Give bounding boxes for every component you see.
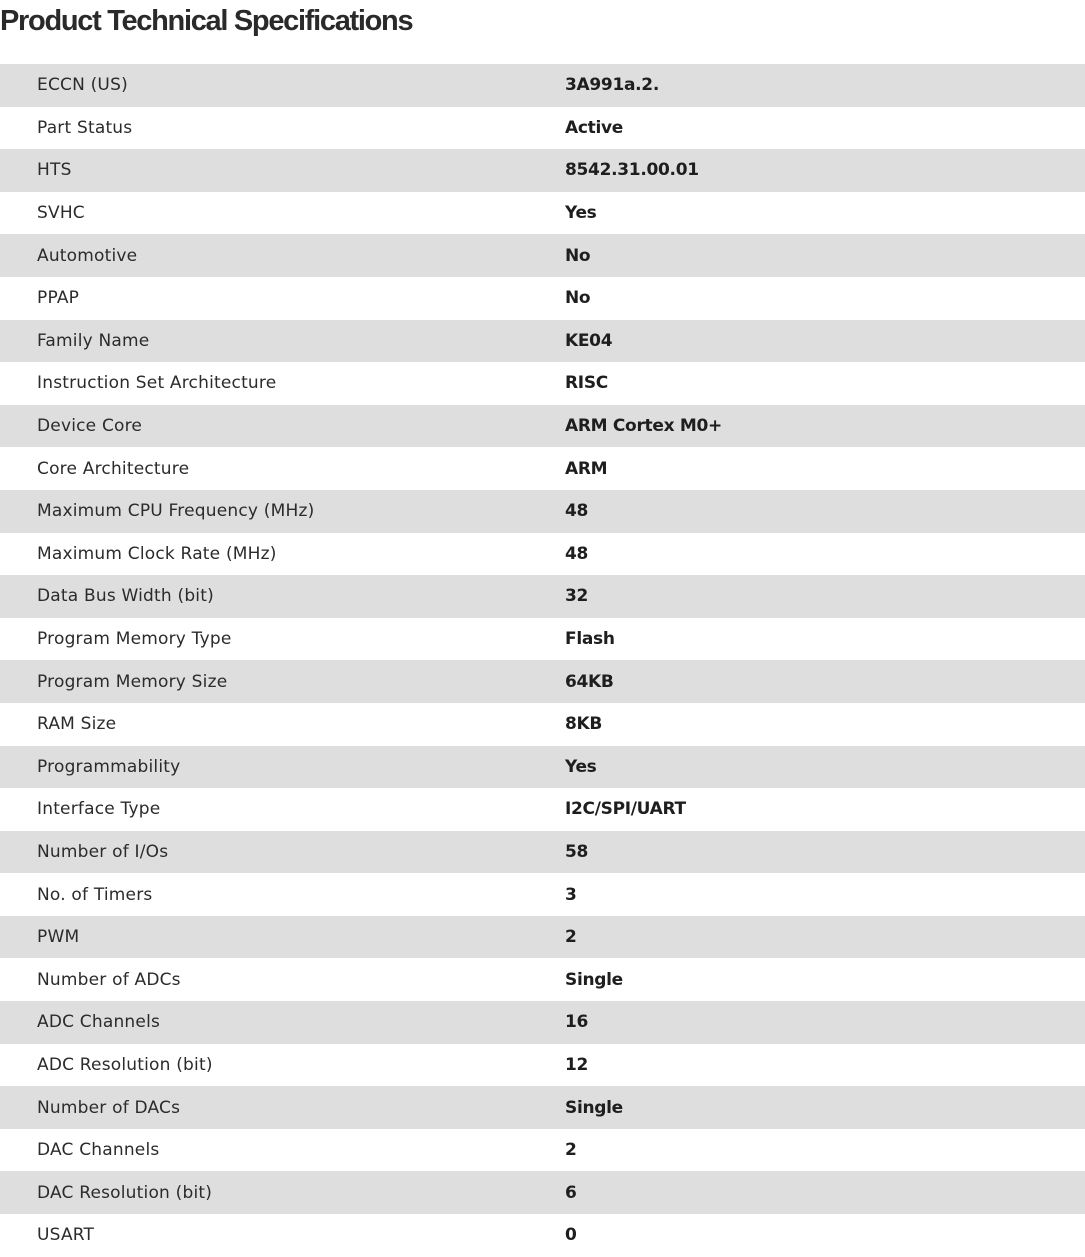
spec-value: 48 [565,501,589,522]
spec-value: KE04 [565,330,613,351]
spec-label: Maximum CPU Frequency (MHz) [37,501,315,522]
spec-value: No [565,288,591,309]
spec-value: Yes [565,203,597,224]
page-title: Product Technical Specifications [0,5,413,37]
spec-label: ADC Channels [37,1012,161,1033]
spec-value: 3A991a.2. [565,75,659,96]
spec-value: 0 [565,1225,577,1246]
spec-label: USART [37,1225,95,1246]
spec-value: Single [565,1097,623,1118]
spec-label: Program Memory Size [37,671,228,692]
spec-label: No. of Timers [37,884,153,905]
spec-row [0,1086,1085,1129]
spec-label: HTS [37,160,72,181]
spec-row [0,405,1085,448]
spec-value: 32 [565,586,589,607]
spec-row [0,234,1085,277]
spec-label: DAC Resolution (bit) [37,1182,213,1203]
spec-label: Data Bus Width (bit) [37,586,214,607]
spec-row [0,320,1085,363]
spec-label: Part Status [37,117,133,138]
spec-value: No [565,245,591,266]
spec-row [0,746,1085,789]
spec-value: 64KB [565,671,614,692]
spec-value: Single [565,969,623,990]
spec-value: 2 [565,927,577,948]
spec-row [0,149,1085,192]
spec-row [0,1129,1085,1172]
spec-row [0,660,1085,703]
spec-label: Device Core [37,416,143,437]
spec-row [0,192,1085,235]
spec-row [0,1044,1085,1087]
spec-row [0,703,1085,746]
spec-value: 58 [565,841,589,862]
spec-value: Flash [565,629,615,650]
spec-value: ARM Cortex M0+ [565,416,722,437]
spec-label: Number of ADCs [37,969,181,990]
spec-label: Program Memory Type [37,629,232,650]
spec-value: Active [565,117,623,138]
spec-label: Family Name [37,330,150,351]
spec-row [0,916,1085,959]
spec-value: 3 [565,884,577,905]
spec-label: Number of DACs [37,1097,181,1118]
spec-row [0,575,1085,618]
spec-row [0,533,1085,576]
spec-label: DAC Channels [37,1140,160,1161]
spec-label: Maximum Clock Rate (MHz) [37,543,277,564]
spec-value: 16 [565,1012,589,1033]
spec-label: PPAP [37,288,80,309]
spec-label: ECCN (US) [37,75,128,96]
spec-row [0,277,1085,320]
spec-label: Number of I/Os [37,841,169,862]
spec-value: 8542.31.00.01 [565,160,699,181]
spec-table [0,64,1085,1257]
spec-row [0,958,1085,1001]
spec-label: Interface Type [37,799,161,820]
spec-row [0,873,1085,916]
spec-value: 2 [565,1140,577,1161]
spec-row [0,1001,1085,1044]
spec-row [0,362,1085,405]
spec-label: Core Architecture [37,458,190,479]
spec-value: 6 [565,1182,577,1203]
spec-value: ARM [565,458,608,479]
spec-row [0,1214,1085,1257]
spec-row [0,831,1085,874]
spec-row [0,1171,1085,1214]
spec-row [0,618,1085,661]
spec-label: Automotive [37,245,138,266]
spec-row [0,490,1085,533]
spec-value: RISC [565,373,608,394]
spec-value: I2C/SPI/UART [565,799,686,820]
spec-label: ADC Resolution (bit) [37,1054,213,1075]
spec-label: Instruction Set Architecture [37,373,277,394]
spec-label: RAM Size [37,714,117,735]
spec-row [0,788,1085,831]
spec-row [0,107,1085,150]
spec-value: Yes [565,756,597,777]
spec-value: 48 [565,543,589,564]
spec-value: 8KB [565,714,603,735]
spec-label: Programmability [37,756,181,777]
spec-label: PWM [37,927,80,948]
spec-value: 12 [565,1054,589,1075]
spec-row [0,447,1085,490]
spec-row [0,64,1085,107]
spec-label: SVHC [37,203,85,224]
